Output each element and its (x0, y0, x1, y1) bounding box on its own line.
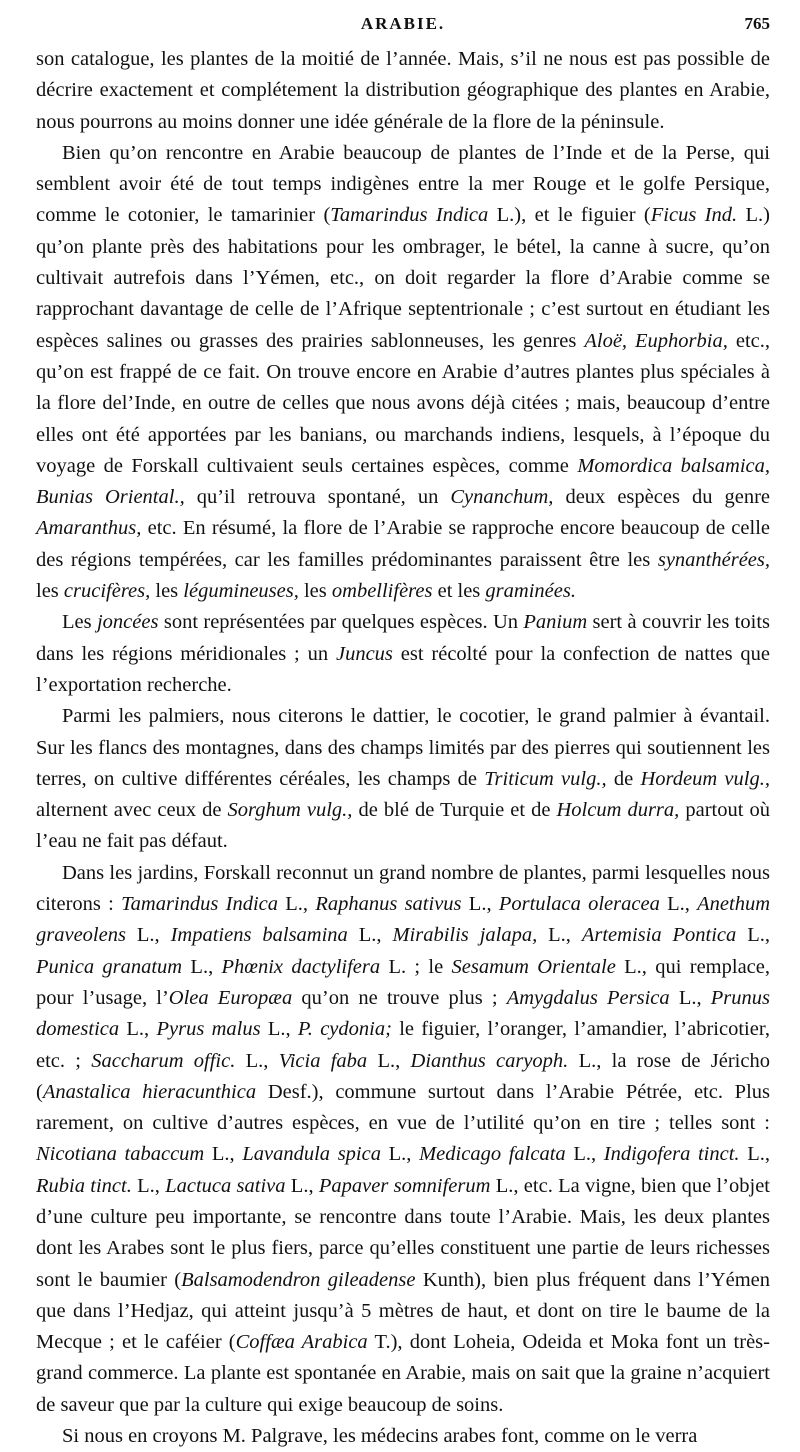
text-run: L., (125, 924, 171, 947)
italic-text: Tamarindus Indica (121, 893, 278, 916)
text-run: Bien qu’on rencontre en Arabie beaucoup de plantes de l’Inde et de la Perse, qui semblent avoir été de tout temps indigènes entre la mer Rouge et le golfe Persique, comme le cotonier, le tamarinier ( (36, 141, 770, 227)
italic-text: Panium (523, 611, 588, 634)
italic-text: Phœnix dactylifera (221, 955, 381, 978)
text-run: Les (62, 611, 97, 634)
italic-text: ombellifères (331, 580, 433, 603)
text-run: son catalogue, les plantes de la moitié de l’année. Mais, s’il ne nous est pas possible de décrire exactement et complétement la distribution géographique des plantes en Arabie, nous pourrons au moins donner une idée générale de la flore de la péninsule. (36, 48, 770, 133)
text-run: sont représentées par quelques espèces. Un (158, 611, 524, 634)
text-run: Parmi les palmiers, nous citerons le dattier, le cocotier, le grand palmier à évantail. Sur les flancs des montagnes, dans des champs limités par des pierres qui soutiennent les terres, on cultive différentes céréales, les champs de (36, 705, 770, 790)
italic-text: Coffæa Arabica (235, 1331, 368, 1354)
text-run: L., (461, 893, 499, 916)
italic-text: Mirabilis jalapa, (392, 924, 538, 947)
paragraph-2 (36, 138, 770, 607)
text-run: L., (380, 1143, 420, 1166)
text-run: L., (367, 1049, 411, 1072)
text-run: L.), et le figuier ( (488, 204, 651, 227)
italic-text: Impatiens balsamina (170, 924, 348, 947)
italic-text: Lactuca sativa (165, 1174, 286, 1197)
text-run: etc. En résumé, la flore de l’Arabie se rapproche encore beaucoup de celle des régions tempérées, car les familles prédominantes paraissent être les (36, 517, 770, 571)
italic-text: synanthérées, (657, 548, 770, 571)
text-run: Si nous en croyons M. Palgrave, les médecins arabes font, comme on le verra (62, 1425, 698, 1448)
italic-text: Pyrus malus (156, 1018, 261, 1041)
italic-text: Triticum vulg., (484, 767, 607, 790)
body-text (36, 44, 770, 1452)
text-run: le figuier, l’oranger, l’amandier, l’abricotier, etc. ; (36, 1018, 770, 1072)
italic-text: Juncus (335, 642, 393, 665)
paragraph-5 (36, 858, 770, 1421)
text-run: L., (347, 924, 393, 947)
text-run: L., (119, 1018, 157, 1041)
text-run: L., la rose de Jéricho ( (36, 1049, 770, 1103)
text-run: L., qui remplace, pour l’usage, l’ (36, 955, 770, 1009)
italic-text: Ficus Ind. (650, 204, 738, 227)
text-run: L., (736, 924, 770, 947)
italic-text: Rubia tinct. (36, 1174, 132, 1197)
text-run: L., (278, 893, 316, 916)
text-run: L., (204, 1143, 243, 1166)
italic-text: P. cydonia; (297, 1018, 392, 1041)
text-run: L., (565, 1143, 604, 1166)
text-run: L., (537, 924, 582, 947)
text-run: L., (285, 1174, 319, 1197)
paragraph-6 (36, 1421, 770, 1452)
italic-text: Dianthus caryoph. (410, 1049, 569, 1072)
text-run: Kunth), bien plus fréquent dans l’Yémen que dans l’Hedjaz, qui atteint jusqu’à 5 mètres de haut, et dont on tire le baume de la Mecque ; et le caféier ( (36, 1268, 771, 1354)
italic-text: Momordica balsamica, Bunias Oriental., (36, 454, 770, 509)
italic-text: Lavandula spica (242, 1143, 381, 1166)
text-run: de blé de Turquie et de (352, 799, 557, 822)
text-run: de (606, 767, 641, 790)
italic-text: Indigofera tinct. (603, 1143, 740, 1166)
italic-text: Balsamodendron gileadense (181, 1268, 416, 1291)
text-run: les (36, 580, 64, 603)
page-header (36, 0, 770, 44)
text-run: les (298, 580, 332, 603)
italic-text: Prunus domestica (36, 986, 771, 1041)
italic-text: Aloë, Euphorbia, (584, 329, 728, 352)
running-title: ARABIE. (360, 14, 446, 33)
italic-text: Saccharum offic. (91, 1049, 236, 1072)
text-run: L. ; le (380, 955, 452, 978)
page-number: 765 (744, 14, 770, 33)
italic-text: Sorghum vulg., (227, 799, 353, 822)
italic-text: Amaranthus, (36, 517, 142, 540)
text-run: T.), dont Loheia, Odeida et Moka font un très-grand commerce. La plante est spontanée en Arabie, mais on sait que la graine n’acquiert de saveur que par la culture qui exige beaucoup de soins. (36, 1331, 770, 1416)
paragraph-4 (36, 701, 770, 857)
italic-text: légumineuses, (183, 580, 299, 603)
text-run: qu’on ne trouve plus ; (292, 986, 507, 1009)
text-run: qu’il retrouva spontané, un (184, 486, 451, 509)
text-run: les (150, 580, 184, 603)
paragraph-3 (36, 607, 770, 701)
text-run: sert à couvrir les toits dans les régions méridionales ; un (36, 611, 770, 665)
italic-text: Tamarindus Indica (330, 204, 489, 227)
text-run: Desf.), commune surtout dans l’Arabie Pétrée, etc. Plus rarement, on cultive d’autres espèces, en vue de l’utilité qu’on en tire ; telles sont : (36, 1080, 771, 1135)
text-run: Dans les jardins, Forskall reconnut un grand nombre de plantes, parmi lesquelles nous citerons : (36, 861, 770, 916)
italic-text: Olea Europæa (168, 986, 293, 1009)
italic-text: Nicotiana tabaccum (36, 1143, 205, 1166)
text-run: L., (669, 986, 711, 1009)
italic-text: Cynanchum, (450, 486, 554, 509)
italic-text: Holcum durra, (556, 799, 680, 822)
italic-text: Portulaca oleracea (498, 893, 660, 916)
text-run: etc., qu’on est frappé de ce fait. On trouve encore en Arabie d’autres plantes plus spéciales à la flore del’Inde, en outre de celles que nous avons déjà citées ; mais, beaucoup d’entre elles ont été apportées par les banians, ou marchands indiens, lesquels, à l’époque du voyage de Forskall cultivaient seuls certaines espèces, comme (36, 329, 770, 477)
italic-text: graminées. (485, 580, 576, 603)
italic-text: joncées (96, 611, 159, 634)
text-run: L., (131, 1174, 166, 1197)
italic-text: Papaver somniferum (318, 1174, 491, 1197)
text-run: L.) qu’on plante près des habitations pour les ombrager, le bétel, la canne à sucre, qu’on cultivait autrefois dans l’Yémen, etc., on doit regarder la flore d’Arabie comme se rapprochant davantage de celle de l’Afrique septentrionale ; c’est surtout en étudiant les espèces salines ou grasses des prairies sablonneuses, les genres (36, 204, 770, 352)
italic-text: Vicia faba (278, 1049, 368, 1072)
text-run: L., (235, 1049, 279, 1072)
text-run: deux espèces du genre (553, 486, 771, 509)
text-run: et les (432, 580, 486, 603)
italic-text: Medicago falcata (419, 1143, 566, 1166)
italic-text: Amygdalus Persica (506, 986, 670, 1009)
italic-text: Anethum graveolens (36, 893, 771, 947)
text-run: L., etc. La vigne, bien que l’objet d’une culture peu importante, se rencontre dans toute l’Arabie. Mais, les deux plantes dont les Arabes sont le plus fiers, parce qu’elles constituent une partie de leurs richesses sont le baumier ( (36, 1174, 770, 1291)
italic-text: Sesamum Orientale (451, 955, 616, 978)
text-run: L., (739, 1143, 771, 1166)
text-run: L., (260, 1018, 298, 1041)
text-run: alternent avec ceux de (36, 799, 228, 822)
text-run: L., (659, 893, 698, 916)
italic-text: Hordeum vulg., (640, 767, 770, 790)
italic-text: Artemisia Pontica (581, 924, 737, 947)
text-run: est récolté pour la confection de nattes que l’exportation recherche. (36, 642, 771, 696)
text-run: partout où l’eau ne fait pas défaut. (36, 799, 770, 853)
italic-text: Punica granatum (36, 955, 183, 978)
text-run: L., (182, 955, 222, 978)
italic-text: Anastalica hieracunthica (42, 1080, 257, 1103)
italic-text: Raphanus sativus (315, 893, 462, 916)
paragraph-1 (36, 44, 770, 138)
italic-text: crucifères, (63, 580, 151, 603)
